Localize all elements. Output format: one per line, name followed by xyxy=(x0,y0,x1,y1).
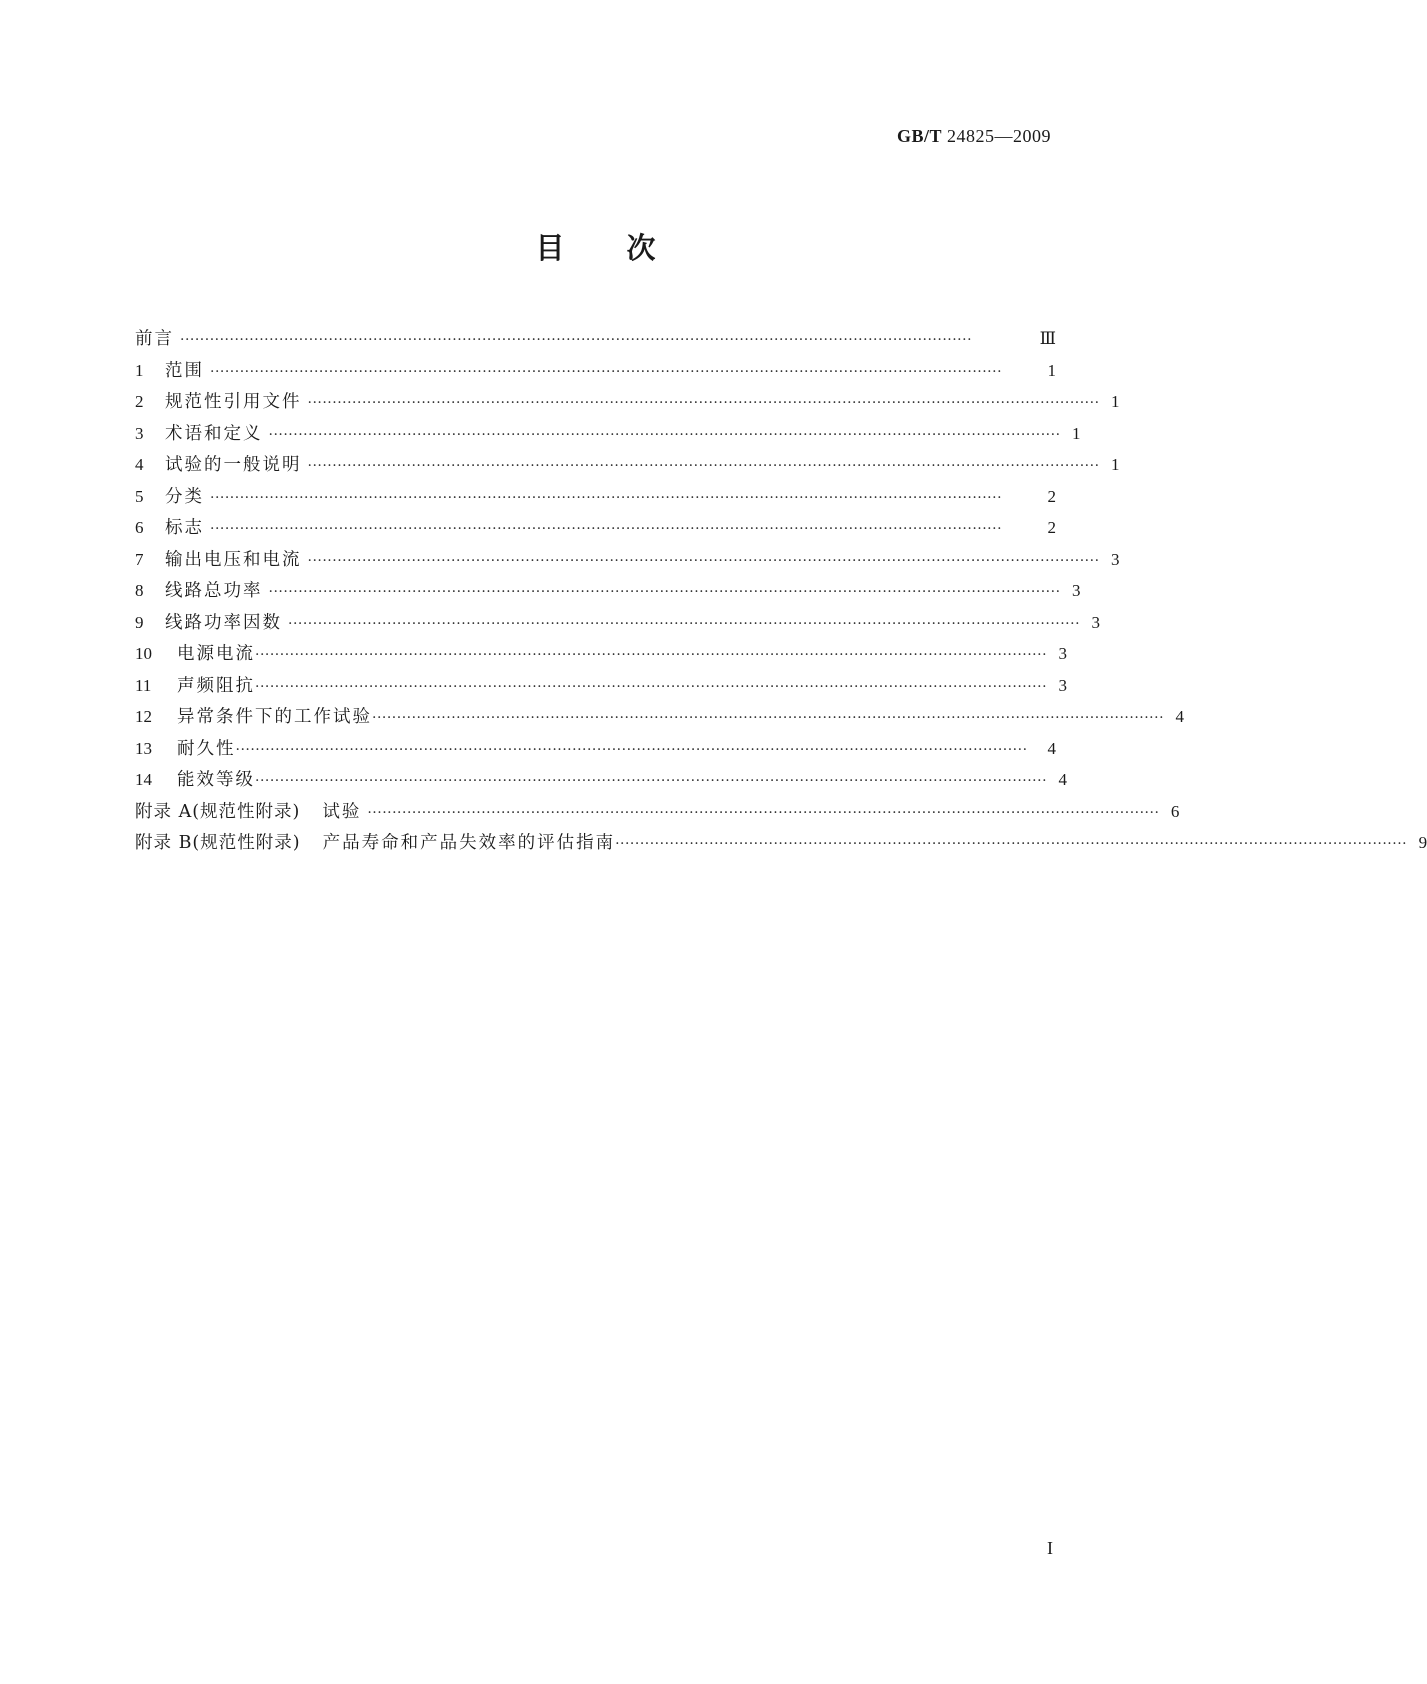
dot-leader: ································································································································································ xyxy=(235,741,1028,758)
toc-entry-number: 7 xyxy=(135,549,144,569)
toc-entry[interactable] xyxy=(135,483,1056,515)
dot-leader: ································································································································································ xyxy=(268,584,1061,600)
standard-code-number: 24825—2009 xyxy=(947,126,1051,146)
toc-entry-page: 3 xyxy=(1058,644,1068,663)
toc-entry-page: 2 xyxy=(1047,518,1056,537)
dot-leader: ································································································································································ xyxy=(210,489,1003,506)
toc-entry-number: 11 xyxy=(135,675,152,695)
toc-entry-page: 2 xyxy=(1047,486,1056,506)
toc-entry-label: 试验 xyxy=(322,801,362,822)
toc-entry-label: 线路总功率 xyxy=(165,581,263,601)
dot-leader: ································································································································································ xyxy=(307,395,1100,411)
dot-leader: ································································································································································ xyxy=(367,804,1160,821)
toc-entry[interactable] xyxy=(135,766,1068,798)
toc-entry[interactable] xyxy=(135,640,1068,672)
toc-entry-label: 线路功率因数 xyxy=(165,612,282,633)
dot-leader: ································································································································································ xyxy=(288,615,1081,632)
toc-entry-label: 前言 xyxy=(135,329,174,349)
toc-entry-label: 分类 xyxy=(165,486,204,507)
toc-entry-appendix-b[interactable] xyxy=(135,829,1427,861)
dot-leader: ································································································································································ xyxy=(210,363,1003,380)
dot-leader: ································································································································································ xyxy=(307,458,1100,474)
toc-entry-page: 4 xyxy=(1058,770,1068,789)
toc-entry-number: 4 xyxy=(135,455,144,474)
dot-leader: ································································································································································ xyxy=(307,552,1100,569)
toc-entry[interactable] xyxy=(135,357,1056,389)
toc-entry-number: 14 xyxy=(135,770,152,789)
toc-entry-page: Ⅲ xyxy=(1039,329,1056,348)
toc-entry[interactable] xyxy=(135,514,1056,546)
dot-leader: ································································································································································ xyxy=(210,521,1003,537)
toc-entry-page: 3 xyxy=(1111,549,1120,569)
toc-entry[interactable] xyxy=(135,420,1081,452)
dot-leader: ································································································································································ xyxy=(268,426,1061,443)
toc-entry-foreword[interactable] xyxy=(135,325,1056,357)
toc-entry-label: 输出电压和电流 xyxy=(165,549,302,570)
toc-entry-page: 6 xyxy=(1170,801,1180,821)
toc-entry-page: 3 xyxy=(1091,612,1101,632)
toc-entry-number: 1 xyxy=(135,360,144,380)
toc-entry[interactable] xyxy=(135,546,1120,578)
toc-entry-number: 2 xyxy=(135,392,144,411)
toc-entry-page: 4 xyxy=(1175,707,1185,726)
toc-entry-page: 1 xyxy=(1047,360,1056,380)
toc-entry-number: 9 xyxy=(135,612,144,632)
toc-entry[interactable] xyxy=(135,703,1185,735)
toc-entry-page: 3 xyxy=(1072,581,1081,600)
toc-entry-label: 术语和定义 xyxy=(165,423,263,444)
toc-entry-page: 4 xyxy=(1047,738,1056,758)
dot-leader: ································································································································································ xyxy=(180,332,973,348)
toc-entry-label: 标志 xyxy=(165,518,204,538)
toc-entry-label: 异常条件下的工作试验 xyxy=(177,707,372,727)
toc-entry-number: 12 xyxy=(135,707,152,726)
dot-leader: ································································································································································ xyxy=(615,836,1408,852)
dot-leader: ································································································································································ xyxy=(372,710,1165,726)
toc-entry-appendix-a[interactable] xyxy=(135,798,1180,830)
toc-entry[interactable] xyxy=(135,609,1101,641)
toc-entry-label: 电源电流 xyxy=(177,644,255,664)
toc-entry-page: 1 xyxy=(1111,392,1120,411)
toc-entry-page: 3 xyxy=(1058,675,1068,695)
dot-leader: ································································································································································ xyxy=(255,647,1048,663)
standard-code-prefix: GB/T xyxy=(896,126,942,146)
toc-entry[interactable] xyxy=(135,672,1068,704)
toc-entry-label: 规范性引用文件 xyxy=(165,392,302,412)
toc-entry-number: 3 xyxy=(135,423,144,443)
toc-entry[interactable] xyxy=(135,577,1081,609)
dot-leader: ································································································································································ xyxy=(255,773,1048,789)
toc-entry-page: 1 xyxy=(1072,423,1081,443)
toc-entry-label: 能效等级 xyxy=(177,770,255,790)
toc-entry-label: 产品寿命和产品失效率的评估指南 xyxy=(322,833,616,853)
toc-entry-label: 范围 xyxy=(165,360,204,381)
toc-entry-number: 8 xyxy=(135,581,144,600)
toc-entry-label: 耐久性 xyxy=(177,738,236,759)
appendix-tag: 附录 A(规范性附录) xyxy=(135,801,301,822)
page-number: I xyxy=(1047,1538,1053,1558)
page-title: 目次 xyxy=(535,231,718,265)
dot-leader: ································································································································································ xyxy=(255,678,1048,695)
toc-entry-label: 试验的一般说明 xyxy=(165,455,302,475)
standard-code xyxy=(897,126,1051,147)
toc-entry-number: 13 xyxy=(135,738,152,758)
toc-entry-number: 5 xyxy=(135,486,144,506)
appendix-tag: 附录 B(规范性附录) xyxy=(135,833,301,853)
toc-entry-page: 9 xyxy=(1418,833,1427,852)
toc-entry-label: 声频阻抗 xyxy=(177,675,255,696)
toc-entry-page: 1 xyxy=(1111,455,1120,474)
toc-entry[interactable] xyxy=(135,735,1056,767)
toc-entry[interactable] xyxy=(135,388,1120,420)
table-of-contents xyxy=(135,325,1427,861)
toc-entry-number: 10 xyxy=(135,644,152,663)
toc-entry-number: 6 xyxy=(135,518,144,537)
toc-entry[interactable] xyxy=(135,451,1120,483)
